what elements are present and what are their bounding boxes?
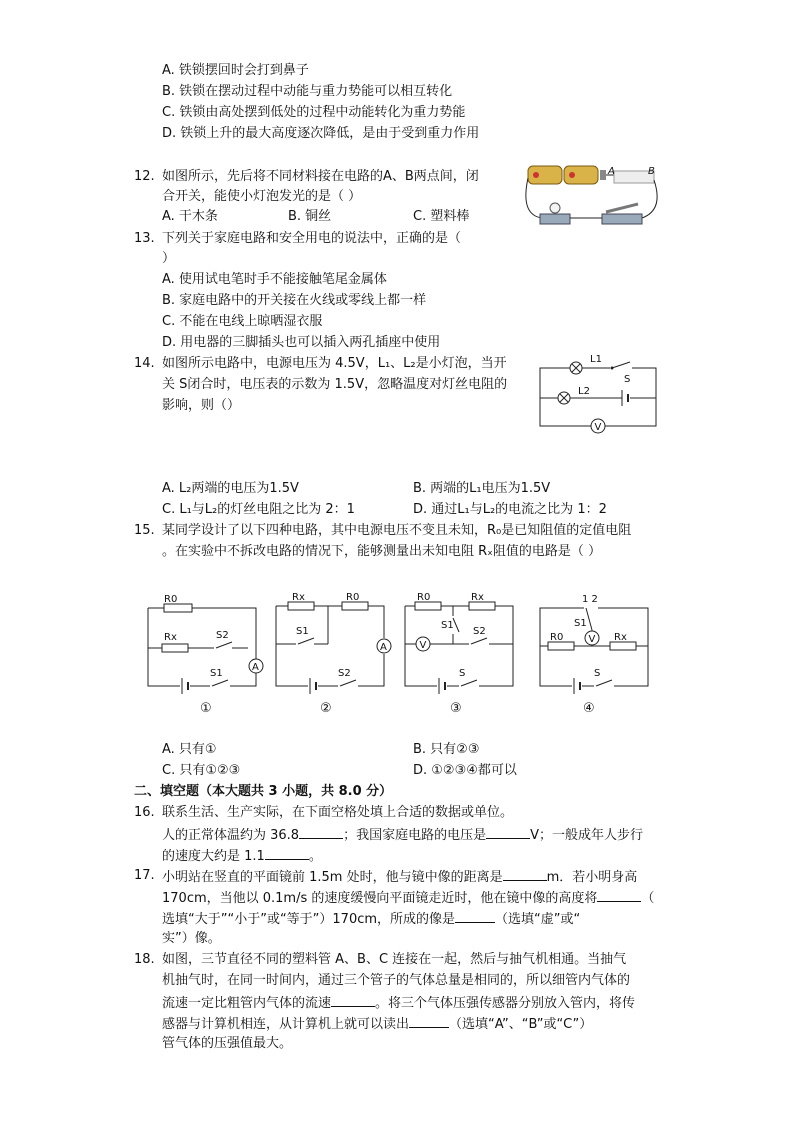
q15-option-b: B. 只有②③ — [413, 742, 480, 757]
q15-stem-line2: 。在实验中不拆改电路的情况下，能够测量出未知电阻 Rₓ阻值的电路是（ ） — [162, 544, 602, 559]
q17-text-3b: （选填“虚”或“ — [495, 912, 581, 927]
q13-option-b: B. 家庭电路中的开关接在火线或零线上都一样 — [162, 293, 427, 308]
q15-c3-voltmeter: V — [419, 640, 427, 651]
q15-c2-r0: R0 — [346, 592, 360, 603]
q11-option-b: B. 铁锁在摆动过程中动能与重力势能可以相互转化 — [162, 84, 453, 99]
q15-c3-rx: Rx — [471, 592, 484, 603]
q16-text-2b: ；我国家庭电路的电压是 — [343, 828, 487, 843]
q16-blank-3[interactable] — [265, 846, 309, 860]
q18-text-4b: （选填“A”、“B”或“C”） — [449, 1017, 593, 1032]
q15-c1-s2: S2 — [216, 630, 229, 641]
q18-blank-2[interactable] — [409, 1014, 449, 1028]
q15-c2-rx: Rx — [292, 592, 305, 603]
q14-stem-line2: 关 S闭合时，电压表的示数为 1.5V，忽略温度对灯丝电阻的 — [162, 377, 508, 392]
q18-stem-line2: 机抽气时，在同一时间内，通过三个管子的气体总量是相同的，所以细管内气体的 — [162, 973, 631, 988]
q15-c1-r0: R0 — [164, 594, 178, 605]
q15-c3-s1: S1 — [441, 620, 454, 631]
q12-circuit-figure — [522, 160, 662, 232]
q15-c1-rx: Rx — [164, 632, 177, 643]
q16-blank-2[interactable] — [486, 825, 530, 839]
q14-option-b: B. 两端的L₁电压为1.5V — [413, 481, 551, 496]
q18-text-4a: 感器与计算机相连，从计算机上就可以读出 — [162, 1017, 410, 1032]
q14-option-a: A. L₂两端的电压为1.5V — [162, 481, 299, 496]
q16-text-3b: 。 — [308, 849, 322, 864]
q14-label-l2: L2 — [578, 386, 590, 397]
q13-option-d: D. 用电器的三脚插头也可以插入两孔插座中使用 — [162, 335, 441, 350]
q14-option-c: C. L₁与L₂的灯丝电阻之比为 2：1 — [162, 502, 355, 517]
q15-c4-voltmeter: V — [588, 634, 596, 645]
q17-blank-2[interactable] — [597, 888, 641, 902]
q17-stem-line2 — [162, 888, 654, 908]
q16-stem-line3 — [162, 846, 322, 866]
q18-stem-line4 — [162, 1014, 592, 1034]
q12-label-b: B — [648, 166, 655, 177]
q12-option-a: A. 干木条 — [162, 209, 218, 224]
q15-circuit-2 — [274, 590, 394, 690]
q12-number: 12. — [134, 169, 155, 184]
q16-text-3a: 的速度大约是 1.1 — [162, 849, 265, 864]
q13-option-c: C. 不能在电线上晾晒湿衣服 — [162, 314, 323, 329]
q17-stem-line3 — [162, 909, 580, 929]
q12-label-a: A — [608, 166, 615, 177]
q13-number: 13. — [134, 231, 155, 246]
q16-number: 16. — [134, 805, 155, 820]
q15-c2-ammeter: A — [380, 642, 387, 653]
q15-circuit-4 — [538, 590, 658, 690]
q15-number: 15. — [134, 523, 155, 538]
q18-text-3b: 。将三个气体压强传感器分别放入管内，将传 — [375, 996, 636, 1011]
q14-stem-line3: 影响，则（） — [162, 398, 241, 413]
q16-stem-line1: 联系生活、生产实际，在下面空格处填上合适的数据或单位。 — [162, 805, 514, 820]
q15-option-d: D. ①②③④都可以 — [413, 763, 517, 778]
q17-blank-3[interactable] — [455, 909, 495, 923]
q15-c3-s: S — [459, 668, 466, 679]
q15-c1-ammeter: A — [252, 662, 259, 673]
q14-option-d: D. 通过L₁与L₂的电流之比为 1：2 — [413, 502, 607, 517]
q15-c1-s1: S1 — [210, 668, 223, 679]
q17-text-2b: （ — [641, 891, 655, 906]
q11-option-a: A. 铁锁摆回时会打到鼻子 — [162, 63, 309, 78]
q17-text-1a: 小明站在竖直的平面镜前 1.5m 处时，他与镜中像的距离是 — [162, 870, 503, 885]
q18-blank-1[interactable] — [331, 993, 375, 1007]
q18-number: 18. — [134, 952, 155, 967]
q16-blank-1[interactable] — [299, 825, 343, 839]
q15-fig-label-3: ③ — [450, 701, 462, 716]
q17-number: 17. — [134, 868, 155, 883]
section-title-fill-in: 二、填空题（本大题共 3 小题，共 8.0 分） — [134, 784, 393, 799]
q13-option-a: A. 使用试电笔时手不能接触笔尾金属体 — [162, 272, 387, 287]
q15-fig-label-4: ④ — [583, 701, 595, 716]
q15-fig-label-2: ② — [320, 701, 332, 716]
q15-c3-s2: S2 — [473, 626, 486, 637]
q15-c2-s2: S2 — [338, 668, 351, 679]
q12-stem-line1: 如图所示，先后将不同材料接在电路的A、B两点间，闭 — [162, 169, 479, 184]
q14-stem-line1: 如图所示电路中，电源电压为 4.5V，L₁、L₂是小灯泡，当开 — [162, 356, 507, 371]
q17-stem-line1 — [162, 867, 637, 887]
q15-c2-s1: S1 — [296, 626, 309, 637]
q15-stem-line1: 某同学设计了以下四种电路，其中电源电压不变且未知，R₀是已知阻值的定值电阻 — [162, 523, 632, 538]
q17-text-3a: 选填“大于”“小于”或“等于”）170cm，所成的像是 — [162, 912, 456, 927]
q16-text-2c: V；一般成年人步行 — [530, 828, 643, 843]
q18-stem-line5: 管气体的压强值最大。 — [162, 1036, 293, 1051]
q18-stem-line1: 如图，三节直径不同的塑料管 A、B、C 连接在一起，然后与抽气机相通。当抽气 — [162, 952, 627, 967]
q15-c4-switch-12: 1 2 — [582, 594, 598, 605]
q12-option-c: C. 塑料棒 — [413, 209, 470, 224]
q15-option-a: A. 只有① — [162, 742, 217, 757]
q15-c4-r0: R0 — [550, 632, 564, 643]
q17-stem-line4: 实”）像。 — [162, 931, 221, 946]
q17-text-1b: m．若小明身高 — [546, 870, 638, 885]
q13-stem-line1: 下列关于家庭电路和安全用电的说法中，正确的是（ — [162, 231, 462, 246]
q14-label-s: S — [624, 374, 631, 385]
q15-c3-r0: R0 — [417, 592, 431, 603]
q14-label-v: V — [594, 422, 602, 433]
q14-label-l1: L1 — [590, 354, 602, 365]
q15-c4-s1: S1 — [574, 618, 587, 629]
q13-stem-line2: ） — [162, 251, 176, 266]
q16-stem-line2 — [162, 825, 643, 845]
q15-circuit-1 — [146, 590, 266, 690]
q15-c4-s: S — [594, 668, 601, 679]
q14-number: 14. — [134, 356, 155, 371]
q18-stem-line3 — [162, 993, 635, 1013]
q15-circuit-3 — [403, 590, 523, 690]
q14-circuit-figure — [540, 352, 660, 432]
q15-option-c: C. 只有①②③ — [162, 763, 241, 778]
q15-fig-label-1: ① — [200, 701, 212, 716]
q17-blank-1[interactable] — [503, 867, 547, 881]
q17-text-2a: 170cm，当他以 0.1m/s 的速度缓慢向平面镜走近时，他在镜中像的高度将 — [162, 891, 598, 906]
q16-text-2a: 人的正常体温约为 36.8 — [162, 828, 300, 843]
q18-text-3a: 流速一定比粗管内气体的流速 — [162, 996, 332, 1011]
q12-stem-line2: 合开关，能使小灯泡发光的是（ ） — [162, 189, 362, 204]
q11-option-c: C. 铁锁由高处摆到低处的过程中动能转化为重力势能 — [162, 105, 466, 120]
q12-option-b: B. 铜丝 — [288, 209, 332, 224]
q11-option-d: D. 铁锁上升的最大高度逐次降低，是由于受到重力作用 — [162, 126, 480, 141]
q15-c4-rx: Rx — [614, 632, 627, 643]
